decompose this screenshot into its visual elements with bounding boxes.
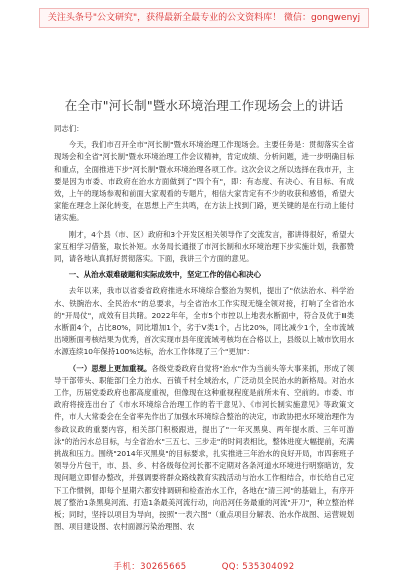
promo-banner bbox=[0, 0, 408, 36]
footer-phone: 手机：30265665 bbox=[113, 562, 187, 572]
paragraph-4-lead: （一）思想上更加重视。 bbox=[68, 363, 152, 373]
paragraph-3: 去年以来，我市以省委省政府推进水环境综合整治为契机，提出了"依法治水、科学治水、铁腕治水、全民治水"的总要求，与全省治水工作实现无缝全领对接，打响了全省治水的"开局仗"，成效有目共睹。2022年年，全市5个市控以上地表水断面中，符合及优于Ⅲ类水断面4个，占比80%，同比增加1个，劣于V类1个，占比20%，同比减少1个，全市流域出境断面考核结果为优秀，首次实现市县年度流域考核均在合格以上，县级以上城市饮用水水源连续10年保持100%达标，治水工作体现了三个"更加"： bbox=[54, 286, 354, 357]
paragraph-1: 今天，我们市召开全市"河长制"暨水环境治理工作现场会。主要任务是：贯彻落实全省现场会和全省"河长制"暨水环境治理工作会议精神，肯定成绩、分析问题，进一步明确目标和重点，全面推进下步"河长制"暨水环境治理各项工作。这次会议之所以选择在我市开，主要是因为市委、市政府在治水方面做到了"四个有"，即：有态度、有决心、有目标、有成效，上午的现场参观和前面大家观看的专题片，相信大家肯定有不少的收获和感悟，希望大家能在理念上深化转变，在思想上产生共鸣，在方法上找到门路，更关键的是在行动上能付诸实施。 bbox=[54, 140, 354, 223]
section-heading-1: 一、从治水艰难破题和实际成效中，坚定工作的信心和决心 bbox=[68, 270, 261, 280]
paragraph-2: 刚才，4个县（市、区）政府和3个开发区相关领导作了交流发言，都讲得很好，希望大家互相学习借鉴，取长补短。水务局长通报了市河长制和水环境治理下步实施计划，我都赞同，请各地认真抓好贯彻落实。下面，我讲三个方面的意见。 bbox=[54, 229, 354, 264]
footer-qq: QQ: 535304092 bbox=[221, 562, 295, 572]
promo-banner-text: 关注头条号"公文研究"，获得最新全最专业的公文资料库！ 微信：gongwenyj bbox=[39, 8, 369, 28]
document-title: 在全市"河长制"暨水环境治理工作现场会上的讲话 bbox=[64, 98, 344, 113]
salutation: 同志们： bbox=[54, 124, 84, 133]
document-body bbox=[54, 123, 354, 534]
contact-footer bbox=[0, 560, 408, 574]
paragraph-4 bbox=[54, 363, 354, 534]
paragraph-4-body: 各级党委政府自觉将"治水"作为当前头等大事来抓，形成了领导干部带头、职能部门全力治水、百镇千村全域治水，广泛动员全民治水的新格局。对治水工作，历届党委政府也都高度重视，但像现在这种重视程度是前所未有、空前的。市委、市政府将接连出台了《市水环境综合治理工作的若干意见》、《市河长制实施意见》等政策文件，市人大常委会在全省率先作出了加强水环境综合整治的决定，市政协把水环境治理作为参政议政的重要内容，相关部门积极跟进，提出了"一年灭黑臭、两年提水质、三年可游泳"的治污水总目标，与全省治水"三五七、三步走"的时间表相比，整体进度大幅提前，充满挑战和压力。围绕"2014年灭黑臭"的目标要求，扎实推进三年治水的良好开局，市四套班子领导分片包干，市、县、乡、村各级每位河长都不定期对各条河道水环境进行明察暗访，发现问题立即督办整改，并强调要将群众路线教育实践活动与治水工作相结合，市长给自己定下工作惯例，即每个星期六都安排调研和检查治水工作，各地在"清三河"的基础上，有序开展了整治1条黑臭河流、打造1条最美河流行动，向沿河任务最重的河流"开刀"，种立整治样板；同时，坚持以项目为导向，按照"一表六图"（重点项目分解表、治水作战图、运营规划图、项目建设图、农村面源污染治理图、农 bbox=[54, 363, 354, 532]
